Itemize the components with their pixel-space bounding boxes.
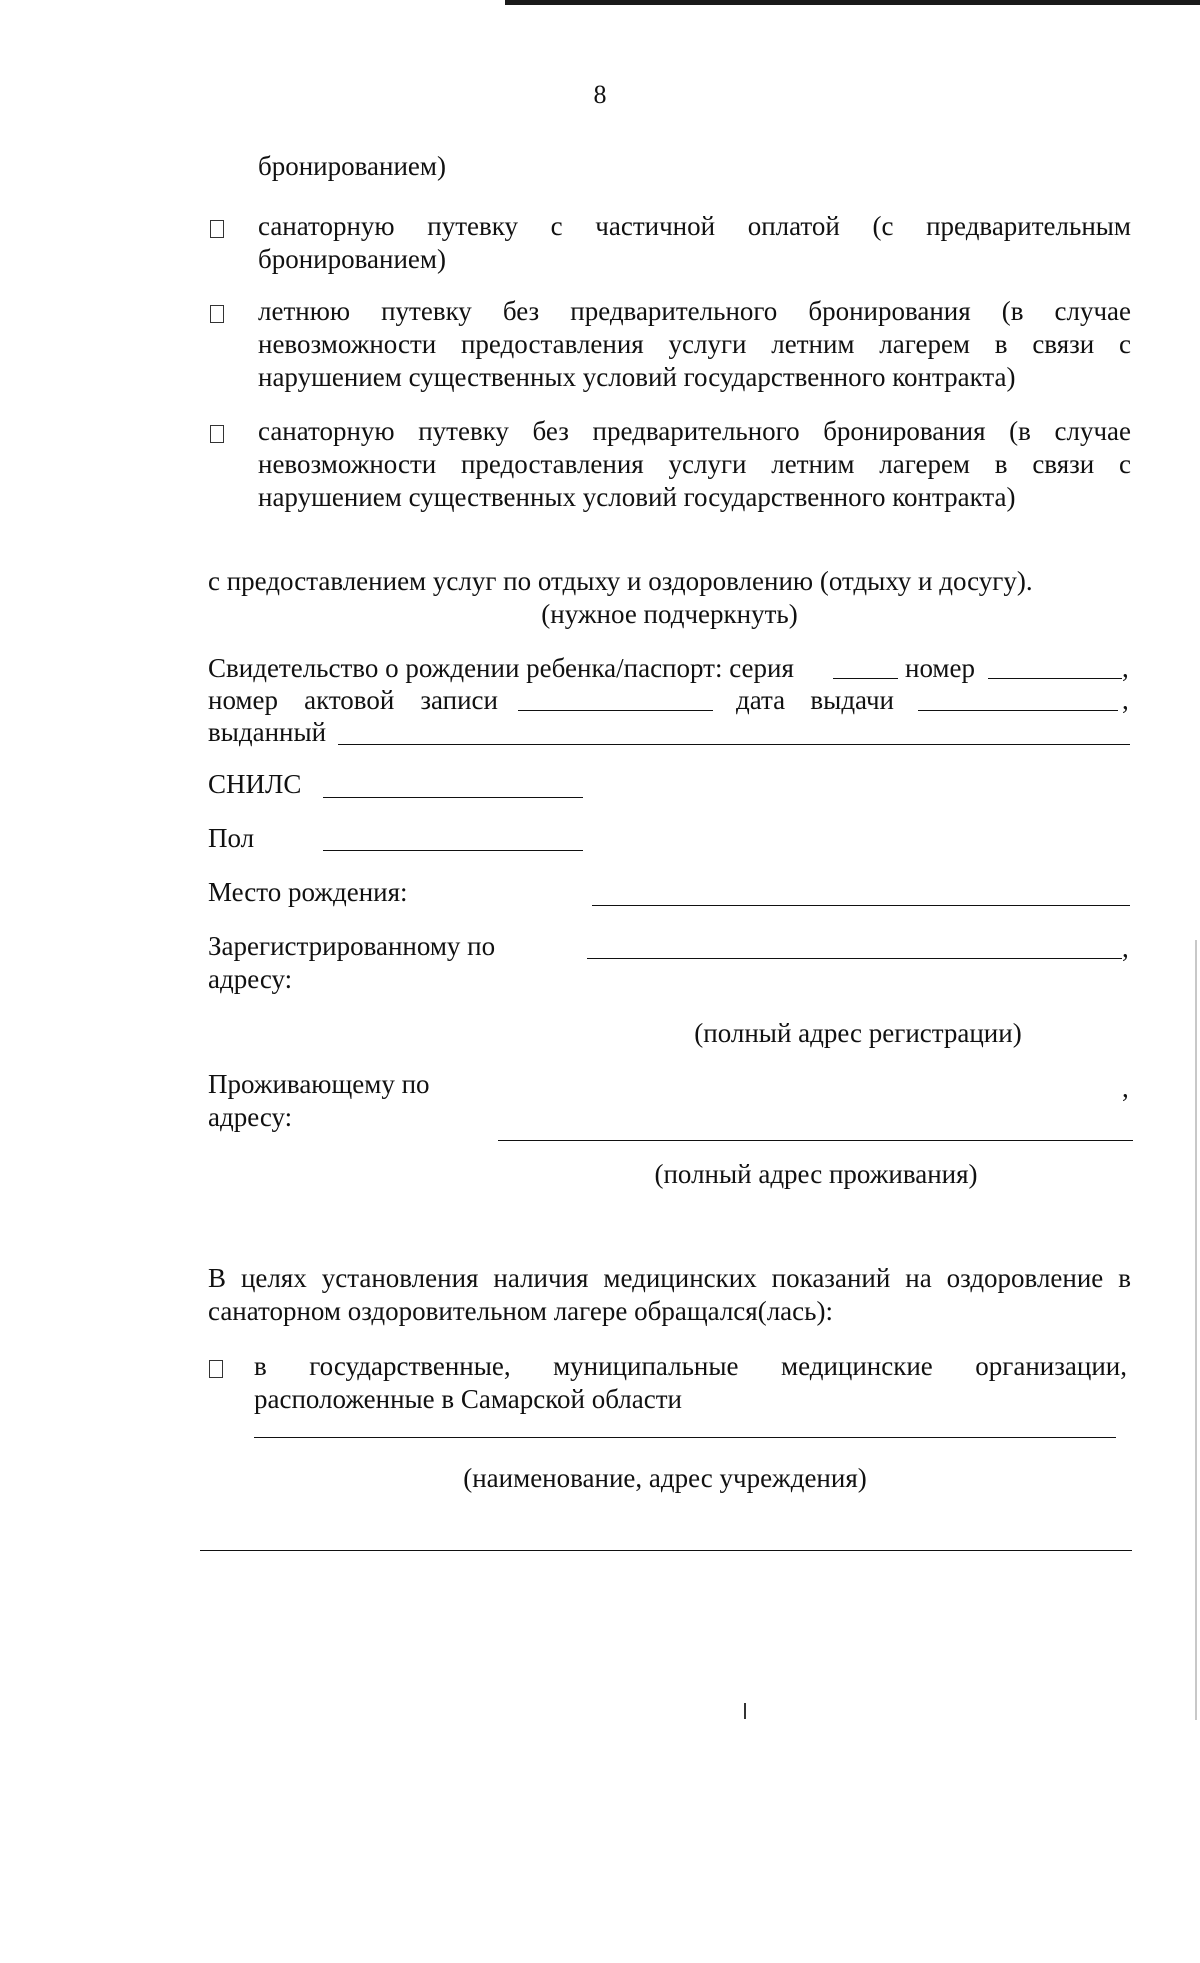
sex-field[interactable] <box>323 850 583 851</box>
page-number: 8 <box>593 80 607 109</box>
option-3-line2: невозможности предоставления услуги летним лагерем в связи с <box>258 449 1131 479</box>
institution-field[interactable] <box>254 1437 1116 1438</box>
registered-label-line1: Зарегистрированному по <box>208 931 496 961</box>
option-3-checkbox[interactable] <box>210 425 224 443</box>
scan-edge-right <box>1195 940 1197 1720</box>
act-record-label: номер актовой записи <box>208 685 498 715</box>
option-1-line2: бронированием) <box>258 244 446 274</box>
birthplace-label: Место рождения: <box>208 877 408 907</box>
medical-intro-line1: В целях установления наличия медицинских показаний на оздоровление в <box>208 1263 1131 1293</box>
residing-address-field[interactable] <box>498 1140 1133 1141</box>
certificate-number-label: номер <box>905 653 976 683</box>
certificate-comma-1: , <box>1122 653 1129 683</box>
certificate-series-field[interactable] <box>833 678 898 679</box>
act-record-field[interactable] <box>518 710 713 711</box>
option-1-line1: санаторную путевку с частичной оплатой (с предварительным <box>258 211 1131 241</box>
registered-address-field[interactable] <box>587 958 1122 959</box>
underline-note: (нужное подчеркнуть) <box>541 599 798 629</box>
certificate-number-field[interactable] <box>988 678 1122 679</box>
certificate-series-label: Свидетельство о рождении ребенка/паспорт: серия <box>208 653 794 683</box>
residing-caption: (полный адрес проживания) <box>654 1159 978 1189</box>
services-line: с предоставлением услуг по отдыху и оздоровлению (отдыху и досугу). <box>208 566 1033 596</box>
sex-label: Пол <box>208 823 255 853</box>
snils-field[interactable] <box>323 797 583 798</box>
registered-caption: (полный адрес регистрации) <box>694 1018 1022 1048</box>
option-2-line3: нарушением существенных условий государственного контракта) <box>258 362 1016 392</box>
scan-edge-top <box>505 0 1200 5</box>
medical-option-line1: в государственные, муниципальные медицинские организации, <box>254 1351 1127 1381</box>
residing-label-line2: адресу: <box>208 1102 293 1132</box>
intro-fragment: бронированием) <box>258 151 446 181</box>
option-3-line3: нарушением существенных условий государственного контракта) <box>258 482 1016 512</box>
option-2-line2: невозможности предоставления услуги летним лагерем в связи с <box>258 329 1131 359</box>
registered-comma: , <box>1122 933 1129 963</box>
option-2-line1: летнюю путевку без предварительного бронирования (в случае <box>258 296 1131 326</box>
institution-caption: (наименование, адрес учреждения) <box>463 1463 867 1493</box>
medical-option-checkbox[interactable] <box>209 1360 223 1378</box>
bottom-rule <box>200 1550 1132 1551</box>
medical-intro-line2: санаторном оздоровительном лагере обращался(лась): <box>208 1296 833 1326</box>
option-1-checkbox[interactable] <box>210 220 224 238</box>
issue-date-label: дата выдачи <box>736 685 894 715</box>
medical-option-line2: расположенные в Самарской области <box>254 1384 682 1414</box>
certificate-comma-2: , <box>1122 685 1129 715</box>
residing-comma: , <box>1122 1073 1129 1103</box>
scan-mark <box>744 1703 746 1719</box>
birthplace-field[interactable] <box>592 905 1130 906</box>
residing-label-line1: Проживающему по <box>208 1069 430 1099</box>
issue-date-field[interactable] <box>918 710 1118 711</box>
registered-label-line2: адресу: <box>208 964 293 994</box>
issued-by-label: выданный <box>208 717 327 747</box>
snils-label: СНИЛС <box>208 769 302 799</box>
option-2-checkbox[interactable] <box>210 305 224 323</box>
option-3-line1: санаторную путевку без предварительного бронирования (в случае <box>258 416 1131 446</box>
issued-by-field[interactable] <box>338 744 1130 745</box>
